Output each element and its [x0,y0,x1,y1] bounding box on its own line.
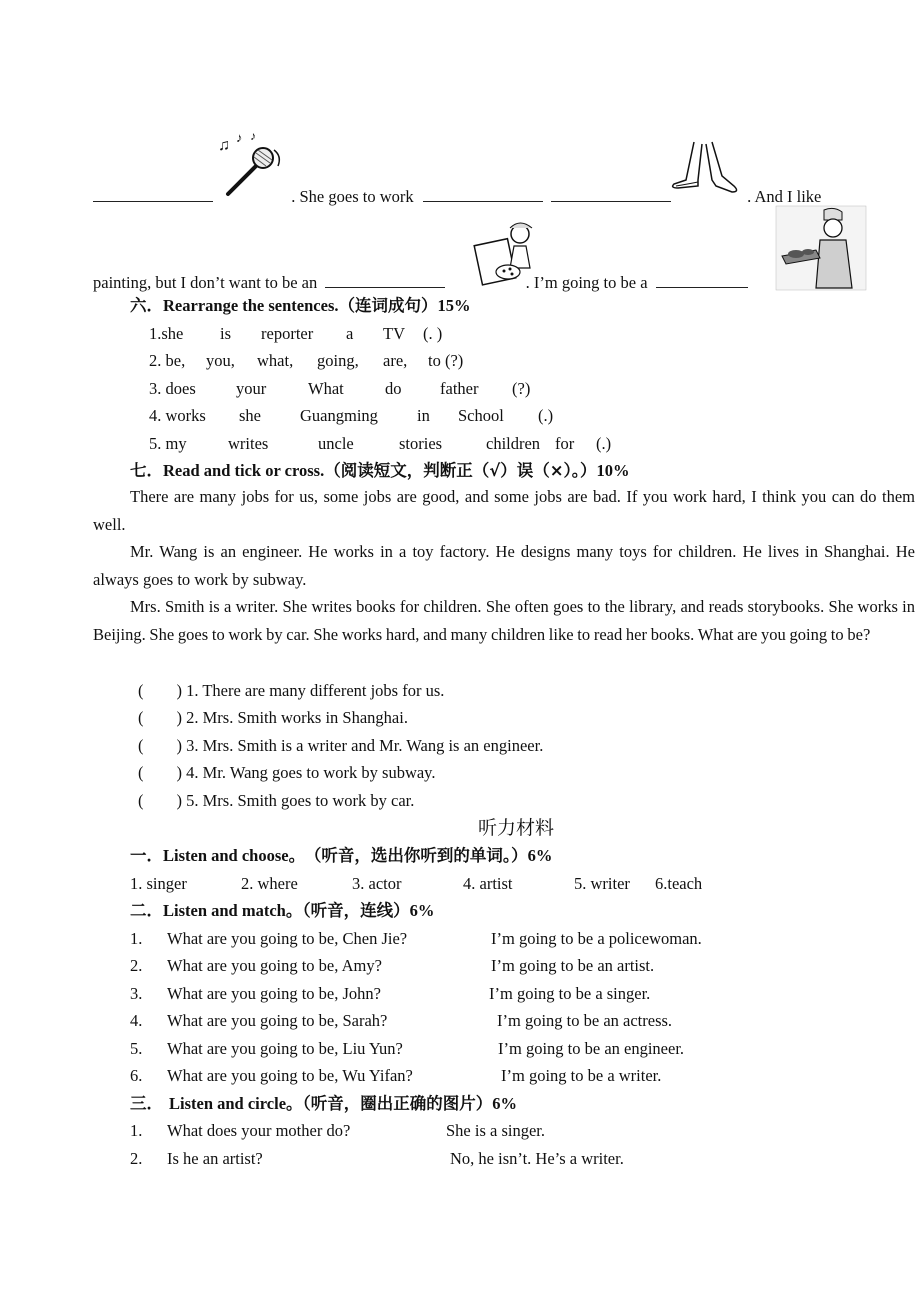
word-chip: is [220,324,232,343]
fill-text: . I’m going to be a [525,273,648,292]
match-row-1: 1. What are you going to be, Chen Jie? [130,929,408,948]
word-chip: 3. actor [352,874,402,893]
tf-item-3: ( ) 3. Mrs. Smith is a writer and Mr. Wang is an engineer. [138,736,544,755]
answer-paren[interactable]: ( ) [138,681,182,700]
rearrange-item-2 [149,351,463,371]
answer-blank[interactable] [325,272,445,288]
word-chip: 2. be, [149,351,186,370]
tf-item-4: ( ) 4. Mr. Wang goes to work by subway. [138,763,436,782]
word-chip: stories [399,434,443,453]
word-chip: for [555,434,575,453]
word-chip: (. ) [423,324,443,343]
word-chip: 1. singer [130,874,187,893]
word-chip: 5. my [149,434,187,453]
match-answer-4: I’m going to be an actress. [497,1011,673,1030]
reading-paragraph-1: There are many jobs for us, some jobs are good, and some jobs are bad. If you work hard, I think you can do them well. [93,487,915,534]
listen-section3-title: 三． Listen and circle。（听音，圈出正确的图片）6% [130,1094,518,1113]
word-chip: reporter [261,324,314,343]
answer-paren[interactable]: ( ) [138,763,182,782]
answer-blank[interactable] [656,272,748,288]
listen-section1-title: 一．Listen and choose。 （听音，选出你听到的单词。）6% [130,846,553,865]
word-chip: going, [317,351,359,370]
word-chip: your [236,379,267,398]
match-row-4: 4. What are you going to be, Sarah? [130,1011,388,1030]
word-chip: (?) [512,379,531,398]
reading-paragraph-3: Mrs. Smith is a writer. She writes books for children. She often goes to the library, and reads storybooks. She works in Beijing. She goes to work by car. She works hard, and many children like to read her books. What are you going to be? [93,597,915,644]
listen-section2-title: 二．Listen and match。（听音，连线）6% [130,901,435,920]
word-chip: 2. where [241,874,298,893]
rearrange-item-5 [149,434,611,454]
answer-paren[interactable]: ( ) [138,736,182,755]
word-chip: uncle [318,434,354,453]
word-chip: Guangming [300,406,378,425]
word-chip: you, [206,351,235,370]
word-chip: What [308,379,344,398]
word-chip: TV [383,324,405,343]
word-chip: writes [228,434,269,453]
match-row-2: 2. What are you going to be, Amy? [130,956,382,975]
word-chip: in [417,406,430,425]
artist-painting-icon [474,216,544,288]
word-chip: School [458,406,504,425]
fill-text: painting, but I don’t want to be an [93,273,318,292]
cook-with-tray-icon [776,206,866,290]
word-chip: 1.she [149,324,184,343]
rearrange-item-4 [149,406,553,426]
answer-blank[interactable] [423,186,543,202]
word-chip: 4. artist [463,874,513,893]
match-row-3: 3. What are you going to be, John? [130,984,381,1003]
fill-text: . She goes to work [291,187,414,206]
section6-title: 六．Rearrange the sentences.（连词成句）15% [130,296,471,315]
answer-paren[interactable]: ( ) [138,791,182,810]
match-row-6: 6. What are you going to be, Wu Yifan? [130,1066,413,1085]
match-answer-3: I’m going to be a singer. [489,984,651,1003]
word-chip: children [486,434,541,453]
word-chip: father [440,379,479,398]
listen-word-list [130,874,702,894]
svg-text:♪: ♪ [236,130,243,145]
section7-title: 七．Read and tick or cross.（阅读短文，判断正（√）误（×）。）10% [130,461,630,480]
svg-text:♪: ♪ [250,129,256,143]
fill-line-2 [93,272,748,293]
rearrange-item-3 [149,379,530,399]
word-chip: to (?) [428,351,464,370]
word-chip: are, [383,351,408,370]
match-answer-5: I’m going to be an engineer. [498,1039,685,1058]
microphone-singer-icon [216,130,286,200]
word-chip: 5. writer [574,874,630,893]
match-answer-2: I’m going to be an artist. [491,956,655,975]
tf-item-1: ( ) 1. There are many different jobs for us. [138,681,445,700]
walking-legs-icon [668,140,744,202]
word-chip: a [346,324,354,343]
circle-row-2: 2. Is he an artist? [130,1149,263,1168]
match-answer-1: I’m going to be a policewoman. [491,929,702,948]
word-chip: what, [257,351,294,370]
fill-text: . And I like [747,187,822,206]
word-chip: 3. does [149,379,196,398]
answer-blank[interactable] [551,186,671,202]
rearrange-item-1 [149,324,442,344]
match-row-5: 5. What are you going to be, Liu Yun? [130,1039,403,1058]
circle-row-1: 1. What does your mother do? [130,1121,351,1140]
word-chip: she [239,406,261,425]
reading-paragraph-2: Mr. Wang is an engineer. He works in a toy factory. He designs many toys for children. He lives in Shanghai. He always goes to work by subway. [93,542,915,589]
tf-item-5: ( ) 5. Mrs. Smith goes to work by car. [138,791,415,810]
word-chip: do [385,379,402,398]
listening-heading: 听力材料 [478,817,555,839]
svg-text:♫: ♫ [218,137,230,154]
tf-item-2: ( ) 2. Mrs. Smith works in Shanghai. [138,708,408,727]
word-chip: 6.teach [655,874,703,893]
circle-answer-2: No, he isn’t. He’s a writer. [450,1149,624,1168]
word-chip: (.) [538,406,554,425]
answer-blank[interactable] [93,186,213,202]
answer-paren[interactable]: ( ) [138,708,182,727]
match-answer-6: I’m going to be a writer. [501,1066,662,1085]
word-chip: (.) [596,434,612,453]
word-chip: 4. works [149,406,206,425]
circle-answer-1: She is a singer. [446,1121,545,1140]
